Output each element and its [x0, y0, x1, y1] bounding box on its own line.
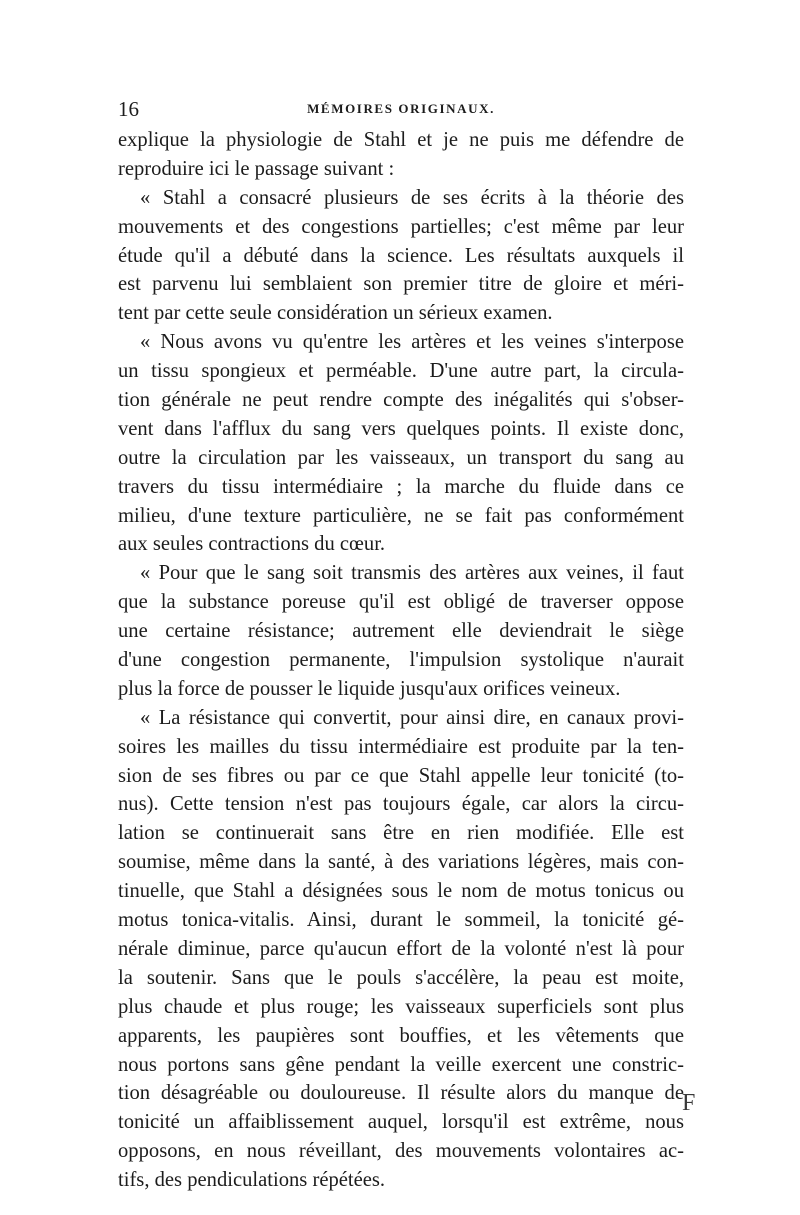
- text-line: nous portons sans gêne pendant la veille exercent une constric-: [118, 1053, 684, 1076]
- text-line: vent dans l'afflux du sang vers quelques points. Il existe donc,: [118, 417, 684, 440]
- text-line: un tissu spongieux et perméable. D'une autre part, la circula-: [118, 360, 684, 383]
- text-line: « Pour que le sang soit transmis des artères aux veines, il faut: [140, 562, 684, 585]
- text-line: « La résistance qui convertit, pour ainsi dire, en canaux provi-: [140, 706, 684, 729]
- text-line: tent par cette seule considération un sérieux examen.: [118, 302, 553, 325]
- text-line: outre la circulation par les vaisseaux, un transport du sang au: [118, 446, 684, 469]
- text-line: soumise, même dans la santé, à des variations légères, mais con-: [118, 851, 684, 874]
- text-line: apparents, les paupières sont bouffies, et les vêtements que: [118, 1024, 684, 1047]
- text-line: tion désagréable ou douloureuse. Il résulte alors du manque de: [118, 1082, 684, 1105]
- text-line: travers du tissu intermédiaire ; la marche du fluide dans ce: [118, 475, 684, 498]
- text-line: d'une congestion permanente, l'impulsion systolique n'aurait: [118, 649, 684, 672]
- text-line: tonicité un affaiblissement auquel, lorsqu'il est extrême, nous: [118, 1111, 684, 1134]
- text-line: nérale diminue, parce qu'aucun effort de la volonté n'est là pour: [118, 937, 684, 960]
- page-number: 16: [118, 97, 139, 121]
- running-title: MÉMOIRES ORIGINAUX.: [307, 101, 495, 116]
- margin-mark: F: [682, 1090, 696, 1116]
- text-line: aux seules contractions du cœur.: [118, 533, 386, 556]
- text-line: nus). Cette tension n'est pas toujours égale, car alors la circu-: [118, 793, 684, 816]
- text-line: mouvements et des congestions partielles; c'est même par leur: [118, 215, 684, 238]
- text-line: une certaine résistance; autrement elle deviendrait le siège: [118, 620, 684, 643]
- text-line: explique la physiologie de Stahl et je ne puis me défendre de: [118, 129, 684, 151]
- text-line: reproduire ici le passage suivant :: [118, 157, 395, 180]
- text-line: tinuelle, que Stahl a désignées sous le nom de motus tonicus ou: [118, 880, 684, 903]
- text-line: « Stahl a consacré plusieurs de ses écrits à la théorie des: [140, 186, 684, 209]
- text-line: motus tonica-vitalis. Ainsi, durant le sommeil, la tonicité gé-: [118, 909, 684, 932]
- text-line: soires les mailles du tissu intermédiaire est produite par la ten-: [118, 735, 684, 758]
- text-line: tifs, des pendiculations répétées.: [118, 1169, 386, 1192]
- text-line: lation se continuerait sans être en rien modifiée. Elle est: [118, 822, 684, 845]
- text-line: « Nous avons vu qu'entre les artères et les veines s'interpose: [140, 331, 684, 354]
- text-line: milieu, d'une texture particulière, ne se fait pas conformément: [118, 504, 684, 527]
- text-line: sion de ses fibres ou par ce que Stahl appelle leur tonicité (to-: [118, 764, 684, 787]
- text-line: plus chaude et plus rouge; les vaisseaux superficiels sont plus: [118, 995, 684, 1018]
- body-text: [118, 126, 684, 1195]
- text-line: plus la force de pousser le liquide jusqu'aux orifices veineux.: [118, 677, 621, 700]
- text-line: la soutenir. Sans que le pouls s'accélère, la peau est moite,: [118, 966, 684, 989]
- text-line: est parvenu lui semblaient son premier titre de gloire et méri-: [118, 273, 684, 296]
- page-header: [118, 96, 684, 126]
- text-line: que la substance poreuse qu'il est obligé de traverser oppose: [118, 591, 684, 614]
- text-line: opposons, en nous réveillant, des mouvements volontaires ac-: [118, 1140, 684, 1163]
- text-line: étude qu'il a débuté dans la science. Les résultats auxquels il: [118, 244, 684, 267]
- text-line: tion générale ne peut rendre compte des inégalités qui s'obser-: [118, 389, 684, 412]
